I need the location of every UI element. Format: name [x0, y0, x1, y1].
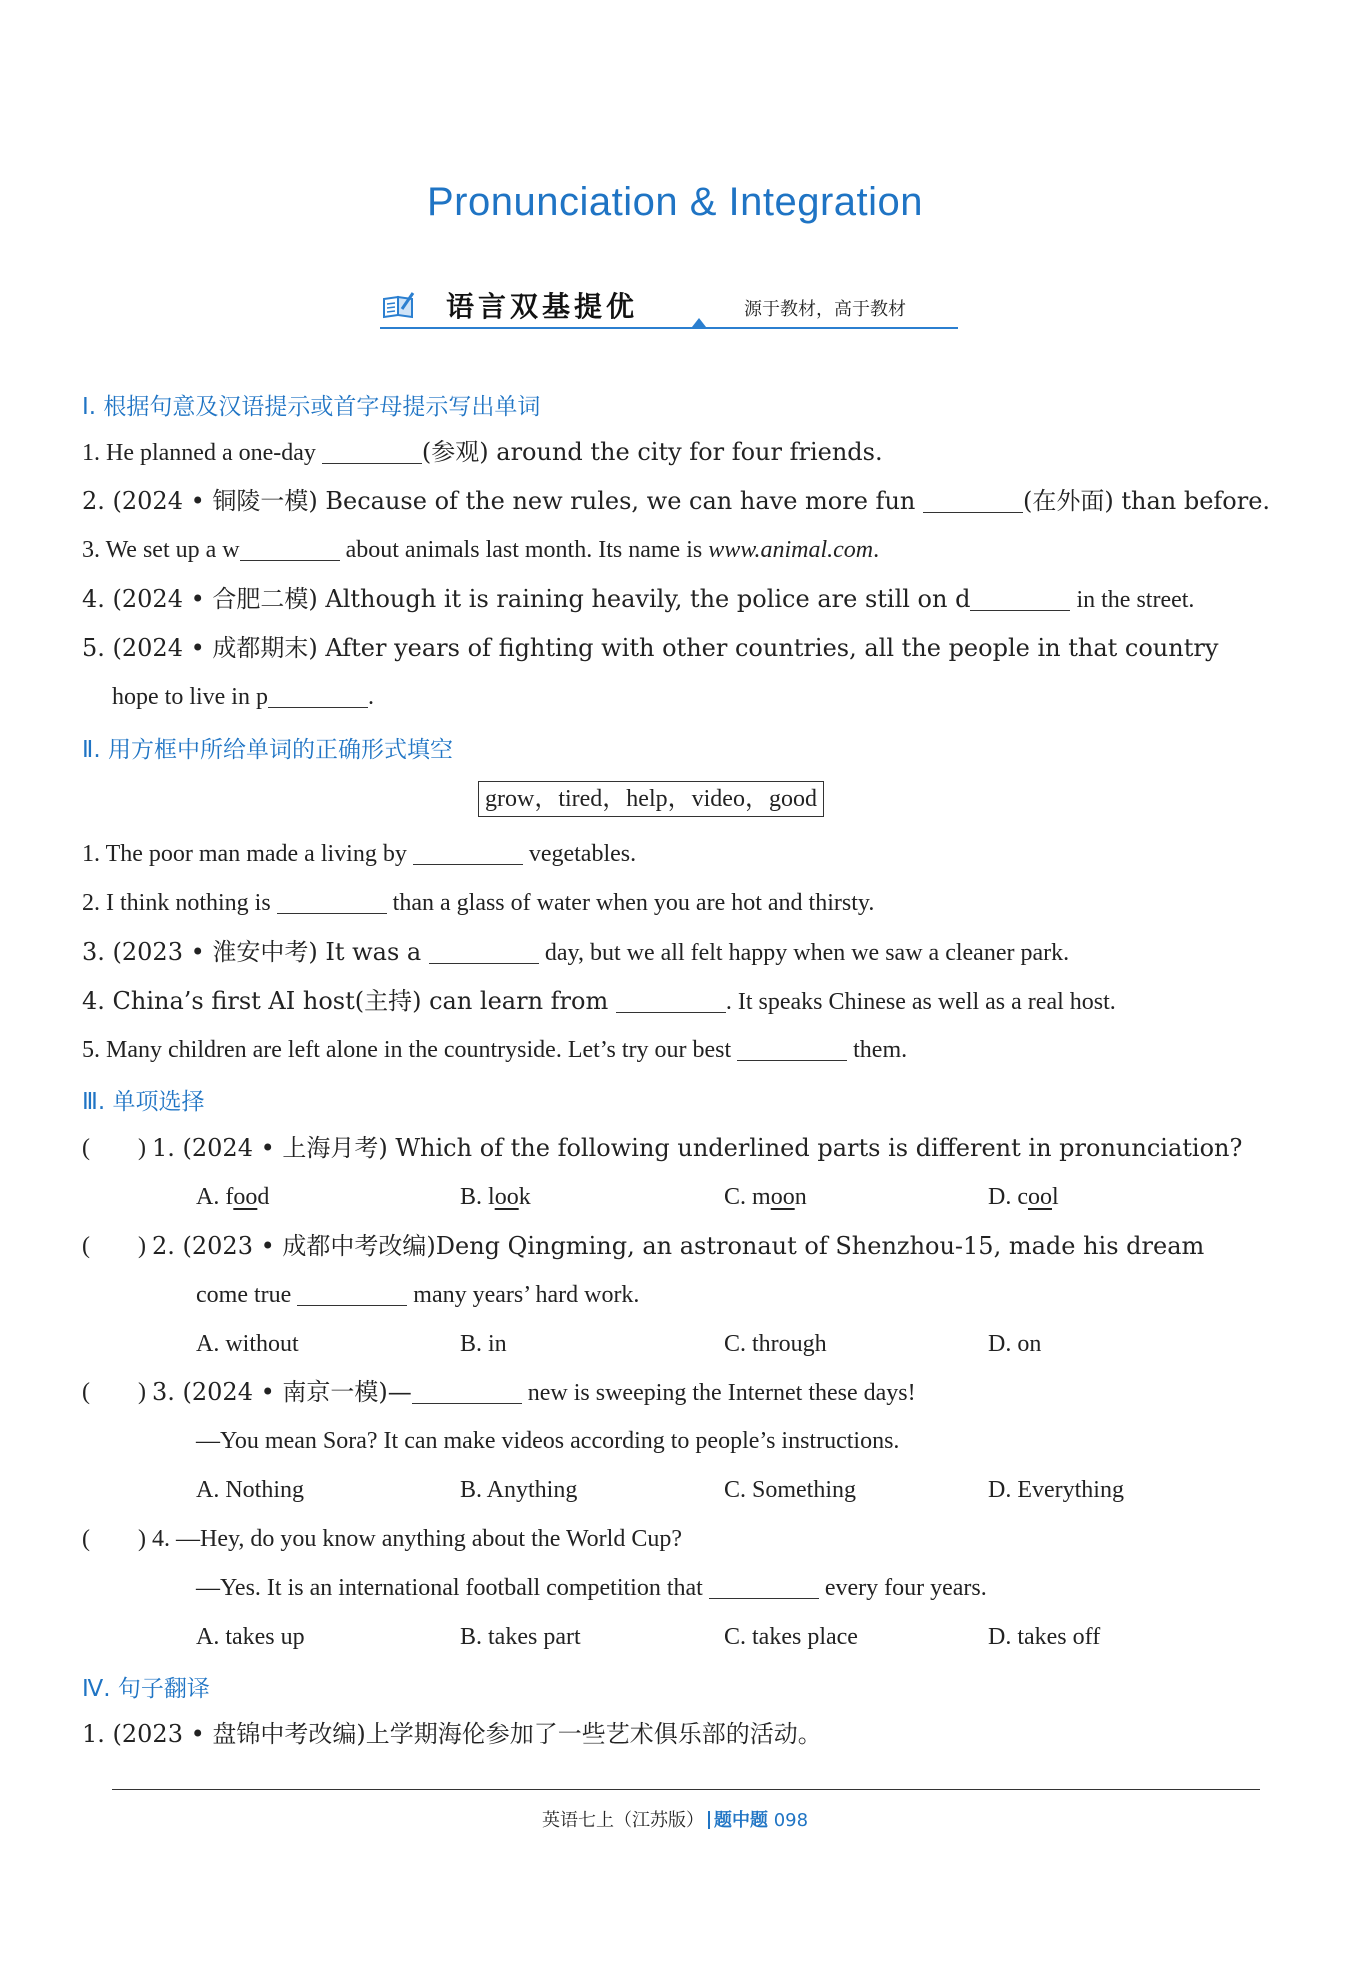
- s2-question-4: 4. China’s first AI host(主持) can learn from . It speaks Chinese as well as a real host.: [82, 987, 1116, 1015]
- book-pen-icon: [382, 291, 416, 324]
- s3-q4-option-c[interactable]: C. takes place: [724, 1624, 858, 1650]
- banner-subtitle: 源于教材，高于教材: [744, 299, 906, 320]
- s3-q1-option-d[interactable]: D. cool: [988, 1184, 1059, 1210]
- s3-q3-option-b[interactable]: B. Anything: [460, 1477, 578, 1503]
- s3-q1-option-c[interactable]: C. moon: [724, 1184, 807, 1210]
- s3-question-1: 1. (2024 • 上海月考) Which of the following underlined parts is different in pronunciation?: [152, 1134, 1243, 1162]
- answer-blank[interactable]: [277, 891, 387, 914]
- s2-question-2: 2. I think nothing is than a glass of water when you are hot and thirsty.: [82, 890, 875, 916]
- answer-blank[interactable]: [297, 1283, 407, 1306]
- s3-question-2: 2. (2023 • 成都中考改编)Deng Qingming, an astronaut of Shenzhou-15, made his dream: [152, 1232, 1205, 1260]
- s3-question-2-cont: come true many years’ hard work.: [196, 1282, 640, 1308]
- s3-question-4-reply: —Yes. It is an international football competition that every four years.: [196, 1575, 987, 1601]
- website-url: www.animal.com: [708, 537, 874, 563]
- section-heading-1: Ⅰ. 根据句意及汉语提示或首字母提示写出单词: [82, 394, 541, 420]
- s3-q2-option-d[interactable]: D. on: [988, 1331, 1042, 1357]
- section-heading-3: Ⅲ. 单项选择: [82, 1089, 205, 1115]
- answer-parentheses[interactable]: ( ): [82, 1526, 146, 1552]
- answer-blank[interactable]: [322, 441, 422, 464]
- s3-q2-option-c[interactable]: C. through: [724, 1331, 827, 1357]
- answer-parentheses[interactable]: ( ): [82, 1233, 146, 1259]
- footer-series: 题中题: [713, 1810, 768, 1831]
- s2-question-1: 1. The poor man made a living by vegetables.: [82, 841, 637, 867]
- answer-blank[interactable]: [268, 685, 368, 708]
- answer-blank[interactable]: [413, 842, 523, 865]
- answer-parentheses[interactable]: ( ): [82, 1135, 146, 1161]
- s3-q4-option-d[interactable]: D. takes off: [988, 1624, 1101, 1650]
- s3-question-3-reply: —You mean Sora? It can make videos according to people’s instructions.: [196, 1428, 900, 1454]
- answer-blank[interactable]: [240, 538, 340, 561]
- s1-question-5-cont: hope to live in p .: [112, 684, 374, 710]
- section-heading-4: Ⅳ. 句子翻译: [82, 1676, 210, 1702]
- answer-blank[interactable]: [429, 941, 539, 964]
- section-banner: [380, 283, 958, 329]
- s3-q3-option-d[interactable]: D. Everything: [988, 1477, 1124, 1503]
- s1-question-4: 4. (2024 • 合肥二模) Although it is raining heavily, the police are still on d in the street.: [82, 585, 1195, 613]
- answer-blank[interactable]: [737, 1038, 847, 1061]
- s3-q1-option-a[interactable]: A. food: [196, 1184, 270, 1210]
- s3-question-3: 3. (2024 • 南京一模)— new is sweeping the Internet these days!: [152, 1378, 916, 1406]
- s3-q4-option-b[interactable]: B. takes part: [460, 1624, 581, 1650]
- s3-question-4: 4. —Hey, do you know anything about the World Cup?: [152, 1526, 683, 1552]
- word-box: grow，tired，help，video，good: [478, 781, 824, 817]
- banner-underline: [380, 327, 958, 329]
- answer-blank[interactable]: [412, 1381, 522, 1404]
- page-footer: [0, 1806, 1350, 1832]
- answer-blank[interactable]: [970, 588, 1070, 611]
- banner-title: 语言双基提优: [446, 290, 639, 323]
- s3-q4-option-a[interactable]: A. takes up: [196, 1624, 305, 1650]
- s1-question-5: 5. (2024 • 成都期末) After years of fighting with other countries, all the people in that country: [82, 634, 1219, 662]
- answer-blank[interactable]: [709, 1576, 819, 1599]
- footer-divider: [112, 1789, 1260, 1790]
- s2-question-5: 5. Many children are left alone in the countryside. Let’s try our best them.: [82, 1037, 908, 1063]
- footer-separator: [708, 1811, 710, 1829]
- s1-question-3: 3. We set up a w about animals last month. Its name is www.animal.com.: [82, 537, 880, 563]
- page-number: 098: [773, 1810, 809, 1831]
- answer-blank[interactable]: [923, 490, 1023, 513]
- s3-q3-option-c[interactable]: C. Something: [724, 1477, 857, 1503]
- s3-q1-option-b[interactable]: B. look: [460, 1184, 531, 1210]
- banner-triangle: [692, 318, 706, 327]
- s4-question-1: 1. (2023 • 盘锦中考改编)上学期海伦参加了一些艺术俱乐部的活动。: [82, 1720, 822, 1748]
- s2-question-3: 3. (2023 • 淮安中考) It was a day, but we all felt happy when we saw a cleaner park.: [82, 938, 1070, 966]
- s3-q2-option-a[interactable]: A. without: [196, 1331, 299, 1357]
- answer-parentheses[interactable]: ( ): [82, 1379, 146, 1405]
- s3-q3-option-a[interactable]: A. Nothing: [196, 1477, 304, 1503]
- s3-q2-option-b[interactable]: B. in: [460, 1331, 507, 1357]
- answer-blank[interactable]: [616, 990, 726, 1013]
- section-heading-2: Ⅱ. 用方框中所给单词的正确形式填空: [82, 737, 453, 763]
- footer-book: 英语七上（江苏版）: [541, 1810, 704, 1831]
- s1-question-1: 1. He planned a one-day (参观) around the city for four friends.: [82, 438, 883, 466]
- s1-question-2: 2. (2024 • 铜陵一模) Because of the new rules, we can have more fun (在外面) than before.: [82, 487, 1271, 515]
- page-title: Pronunciation & Integration: [426, 180, 924, 224]
